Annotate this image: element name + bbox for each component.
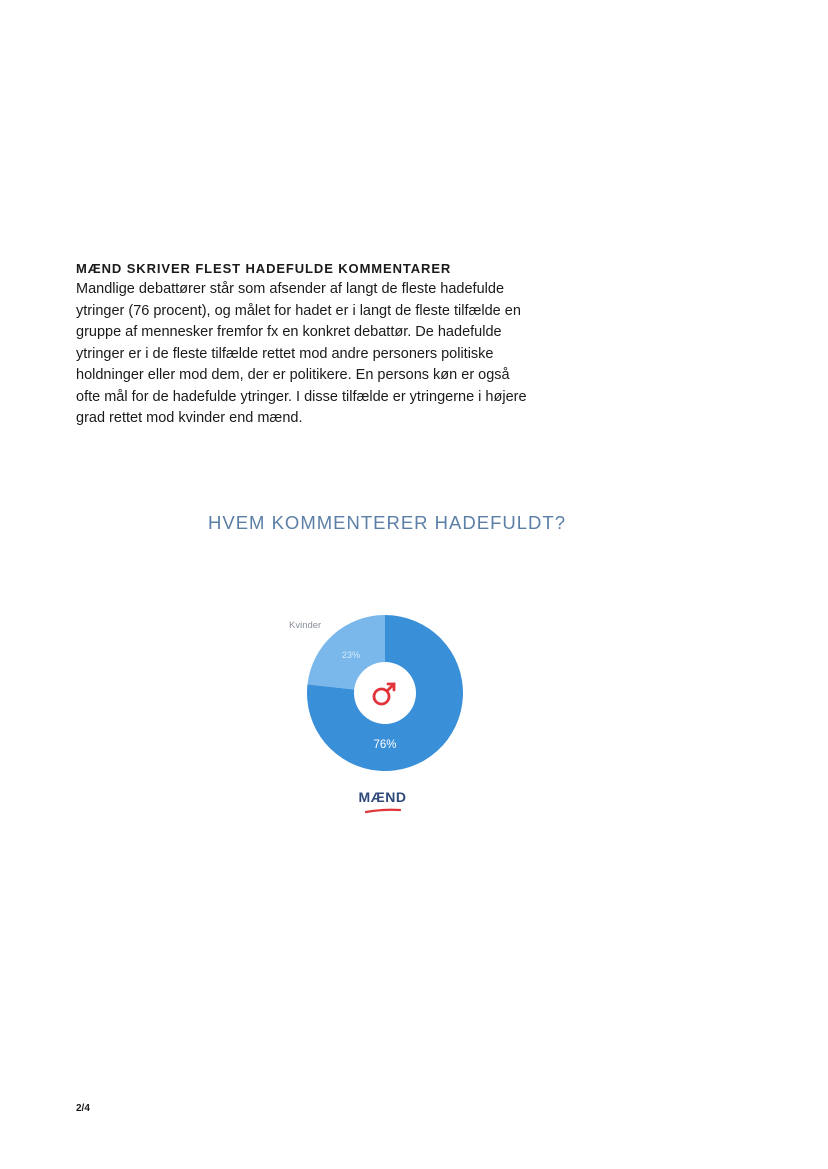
body-line: ofte mål for de hadefulde ytringer. I disse tilfælde er ytringerne i højere (76, 388, 527, 405)
underline-decoration (365, 808, 401, 814)
body-paragraph (76, 279, 576, 430)
donut-chart (300, 608, 470, 778)
body-line: gruppe af mennesker fremfor fx en konkret debattør. De hadefulde (76, 324, 502, 340)
chart-title: HVEM KOMMENTERER HADEFULDT? (208, 512, 566, 533)
body-line: holdninger eller mod dem, der er politikere. En persons køn er også (76, 367, 510, 383)
slice-label-kvinder: 23% (341, 650, 361, 660)
body-line: grad rettet mod kvinder end mænd. (76, 410, 303, 426)
body-line: Mandlige debattører står som afsender af langt de fleste hadefulde (76, 281, 505, 297)
page-number: 2/4 (76, 1103, 90, 1114)
gender-label-maend: MÆND (358, 789, 407, 805)
donut-hole (354, 662, 416, 724)
slice-label-maend: 76% (373, 739, 397, 751)
body-line: ytringer (76 procent), og målet for hadet er i langt de fleste tilfælde en (76, 302, 521, 319)
body-line: ytringer er i de fleste tilfælde rettet mod andre personers politiske (76, 345, 494, 362)
legend-label-kvinder: Kvinder (289, 620, 322, 631)
section-heading: MÆND SKRIVER FLEST HADEFULDE KOMMENTARER (76, 261, 452, 276)
